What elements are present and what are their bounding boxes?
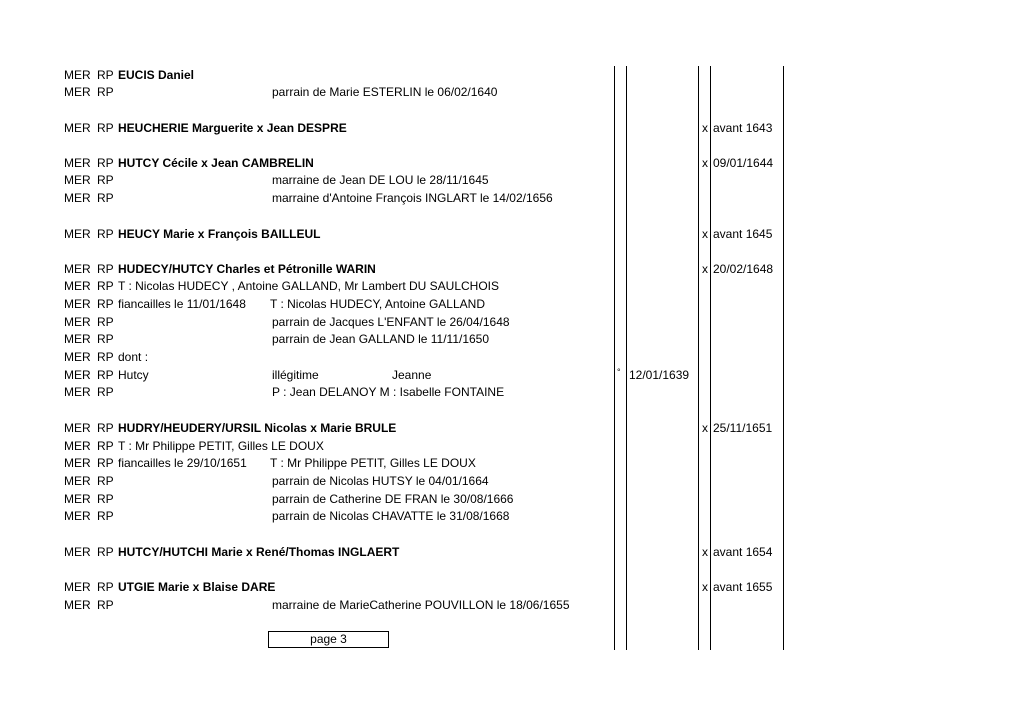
mer-label: MER	[64, 509, 91, 523]
table-row	[0, 508, 1024, 525]
birth-mark: °	[617, 367, 621, 377]
marriage-mark: x	[702, 545, 708, 559]
table-row	[0, 455, 1024, 472]
page-number: page 3	[310, 632, 347, 646]
table-row	[0, 226, 1024, 243]
marriage-date: 20/02/1648	[713, 262, 774, 276]
mer-label: MER	[64, 279, 91, 293]
mer-label: MER	[64, 474, 91, 488]
rp-label: RP	[97, 121, 114, 135]
table-row	[0, 84, 1024, 101]
mer-label: MER	[64, 439, 91, 453]
mer-label: MER	[64, 368, 91, 382]
table-row	[0, 491, 1024, 508]
marriage-date: avant 1655	[713, 580, 773, 594]
birth-date: 12/01/1639	[629, 368, 690, 382]
mer-label: MER	[64, 492, 91, 506]
marriage-date: avant 1643	[713, 121, 773, 135]
rp-label: RP	[97, 156, 114, 170]
mer-label: MER	[64, 68, 91, 82]
table-row	[0, 120, 1024, 137]
mer-label: MER	[64, 456, 91, 470]
rp-label: RP	[97, 173, 114, 187]
mer-label: MER	[64, 315, 91, 329]
rp-label: RP	[97, 456, 114, 470]
mer-label: MER	[64, 598, 91, 612]
mer-label: MER	[64, 297, 91, 311]
rp-label: RP	[97, 191, 114, 205]
marriage-mark: x	[702, 421, 708, 435]
entry-description: marraine d'Antoine François INGLART le 14/02/1656	[272, 191, 553, 205]
mer-label: MER	[64, 350, 91, 364]
table-row	[0, 384, 1024, 401]
table-row	[0, 579, 1024, 596]
table-row	[0, 190, 1024, 207]
entry-description: parrain de Catherine DE FRAN le 30/08/1666	[272, 492, 514, 506]
rp-label: RP	[97, 279, 114, 293]
table-row	[0, 67, 1024, 84]
rp-label: RP	[97, 315, 114, 329]
rp-label: RP	[97, 509, 114, 523]
entry-name: T : Nicolas HUDECY , Antoine GALLAND, Mr Lambert DU SAULCHOIS	[118, 279, 500, 293]
mer-label: MER	[64, 421, 91, 435]
entry-description: marraine de Jean DE LOU le 28/11/1645	[272, 173, 489, 187]
entry-name: HUDECY/HUTCY Charles et Pétronille WARIN	[118, 262, 376, 276]
mer-label: MER	[64, 332, 91, 346]
marriage-date: 09/01/1644	[713, 156, 774, 170]
table-row	[0, 296, 1024, 313]
mer-label: MER	[64, 121, 91, 135]
mer-label: MER	[64, 227, 91, 241]
entry-firstname: Jeanne	[392, 368, 432, 382]
marriage-mark: x	[702, 121, 708, 135]
mer-label: MER	[64, 156, 91, 170]
rp-label: RP	[97, 332, 114, 346]
entry-description: parrain de Jean GALLAND le 11/11/1650	[272, 332, 490, 346]
table-row	[0, 172, 1024, 189]
table-row	[0, 349, 1024, 366]
table-row	[0, 331, 1024, 348]
entry-description: marraine de MarieCatherine POUVILLON le 18/06/1655	[272, 598, 570, 612]
entry-witnesses: T : Mr Philippe PETIT, Gilles LE DOUX	[270, 456, 476, 470]
marriage-date: avant 1654	[713, 545, 773, 559]
rp-label: RP	[97, 297, 114, 311]
table-row	[0, 278, 1024, 295]
entry-name: HEUCY Marie x François BAILLEUL	[118, 227, 321, 241]
entry-name: Hutcy	[118, 368, 149, 382]
marriage-mark: x	[702, 156, 708, 170]
mer-label: MER	[64, 545, 91, 559]
entry-description: parrain de Nicolas HUTSY le 04/01/1664	[272, 474, 489, 488]
mer-label: MER	[64, 85, 91, 99]
marriage-mark: x	[702, 262, 708, 276]
table-row	[0, 314, 1024, 331]
mer-label: MER	[64, 385, 91, 399]
mer-label: MER	[64, 173, 91, 187]
table-row	[0, 420, 1024, 437]
entry-name: HUDRY/HEUDERY/URSIL Nicolas x Marie BRULE	[118, 421, 397, 435]
rp-label: RP	[97, 262, 114, 276]
marriage-date: 25/11/1651	[713, 421, 773, 435]
marriage-date: avant 1645	[713, 227, 773, 241]
entry-name: dont :	[118, 350, 149, 364]
rp-label: RP	[97, 85, 114, 99]
marriage-mark: x	[702, 227, 708, 241]
page-number-box	[268, 631, 389, 648]
rp-label: RP	[97, 439, 114, 453]
rp-label: RP	[97, 421, 114, 435]
rp-label: RP	[97, 580, 114, 594]
entry-name: T : Mr Philippe PETIT, Gilles LE DOUX	[118, 439, 324, 453]
rp-label: RP	[97, 598, 114, 612]
table-row	[0, 597, 1024, 614]
table-row	[0, 473, 1024, 490]
rp-label: RP	[97, 492, 114, 506]
entry-name: fiancailles le 29/10/1651	[118, 456, 247, 470]
entry-description: P : Jean DELANOY M : Isabelle FONTAINE	[272, 385, 505, 399]
rp-label: RP	[97, 368, 114, 382]
mer-label: MER	[64, 580, 91, 594]
entry-witnesses: T : Nicolas HUDECY, Antoine GALLAND	[270, 297, 485, 311]
entry-description: illégitime	[272, 368, 319, 382]
entry-name: EUCIS Daniel	[118, 68, 195, 82]
rp-label: RP	[97, 227, 114, 241]
marriage-mark: x	[702, 580, 708, 594]
table-row	[0, 544, 1024, 561]
entry-name: HUTCY Cécile x Jean CAMBRELIN	[118, 156, 314, 170]
entry-name: HEUCHERIE Marguerite x Jean DESPRE	[118, 121, 347, 135]
mer-label: MER	[64, 191, 91, 205]
entry-description: parrain de Jacques L'ENFANT le 26/04/1648	[272, 315, 510, 329]
rp-label: RP	[97, 350, 114, 364]
table-row	[0, 438, 1024, 455]
rp-label: RP	[97, 545, 114, 559]
table-row	[0, 367, 1024, 384]
table-row	[0, 155, 1024, 172]
entry-description: parrain de Marie ESTERLIN le 06/02/1640	[272, 85, 498, 99]
table-row	[0, 261, 1024, 278]
entry-name: UTGIE Marie x Blaise DARE	[118, 580, 276, 594]
rp-label: RP	[97, 68, 114, 82]
rp-label: RP	[97, 474, 114, 488]
rp-label: RP	[97, 385, 114, 399]
entry-name: fiancailles le 11/01/1648	[118, 297, 246, 311]
mer-label: MER	[64, 262, 91, 276]
entry-name: HUTCY/HUTCHI Marie x René/Thomas INGLAERT	[118, 545, 400, 559]
entry-description: parrain de Nicolas CHAVATTE le 31/08/1668	[272, 509, 510, 523]
